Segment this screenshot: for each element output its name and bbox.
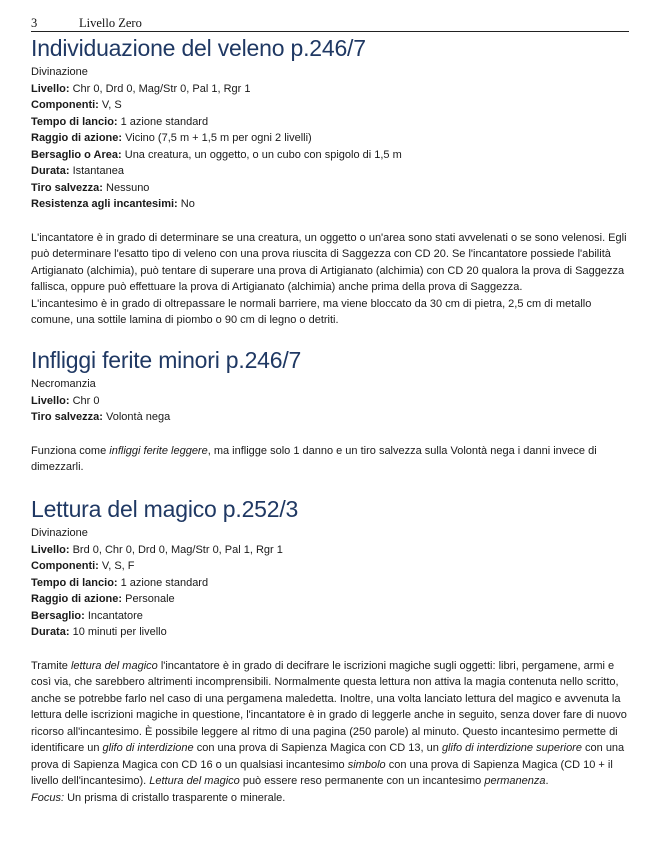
italic-text: simbolo — [347, 758, 386, 771]
stat-line — [31, 163, 629, 180]
stat-line — [31, 575, 629, 592]
stat-label: Bersaglio o Area: — [31, 148, 122, 161]
stat-line — [31, 196, 629, 213]
description-paragraph — [31, 443, 629, 476]
text-run: . — [545, 775, 549, 787]
stat-label: Livello: — [31, 82, 70, 95]
stat-value: Personale — [122, 593, 175, 605]
spell-title: Infliggi ferite minori p.246/7 — [31, 347, 302, 373]
italic-text: glifo di interdizione superiore — [441, 742, 582, 754]
description-paragraph — [31, 296, 629, 329]
page-number: 3 — [31, 16, 38, 30]
stat-line — [31, 393, 629, 410]
spell-section-lettura-magico — [31, 496, 629, 806]
stat-label: Resistenza agli incantesimi: — [31, 198, 178, 210]
spell-school: Necromanzia — [31, 378, 96, 390]
stat-label: Livello: — [31, 543, 70, 556]
stat-label: Tempo di lancio: — [31, 115, 118, 128]
stat-value: V, S — [98, 99, 122, 111]
spell-title: Individuazione del veleno p.246/7 — [31, 35, 366, 61]
stat-value: 1 azione standard — [117, 115, 209, 128]
spell-description — [31, 443, 629, 476]
stat-value: Incantatore — [84, 609, 143, 622]
text-run: , ma infligge solo 1 danno e un tiro salvezza sulla Volontà nega i danni invece di dimezzarli. — [31, 444, 597, 473]
text-run: L'incantatore è in grado di determinare se una creatura, un oggetto o un'area sono stati avvelenati o se sono velenosi. Egli può determinare l'esatto tipo di veleno con una prova riuscita di Saggezza con CD 20. Se l'incantatore possiede l'abilità Artigianato (alchimia), può tentare di superare una prova di Artigianato (alchimia) con CD 20 qualora la prova di Saggezza fallisca, oppure può effettuare la prova di Artigianato (alchimia) anche prima della prova di Saggezza. — [31, 231, 627, 293]
stat-value: Chr 0 — [69, 394, 100, 407]
stat-label: Raggio di azione: — [31, 593, 123, 605]
stat-line — [31, 130, 629, 147]
stat-value: Chr 0, Drd 0, Mag/Str 0, Pal 1, Rgr 1 — [69, 82, 251, 95]
stat-value: No — [177, 198, 195, 210]
stat-value: V, S, F — [98, 560, 135, 572]
italic-text: Lettura del magico — [149, 775, 240, 787]
description-paragraph — [31, 790, 629, 807]
stat-line — [31, 558, 629, 575]
description-paragraph — [31, 230, 629, 296]
italic-text: Focus: — [31, 791, 65, 804]
italic-text: permanenza — [484, 775, 546, 787]
description-paragraph — [31, 658, 629, 790]
spell-stats — [31, 376, 629, 426]
stat-value: Istantanea — [69, 165, 124, 177]
text-run: l'incantatore è in grado di decifrare le iscrizioni magiche sugli oggetti: libri, pergamene, armi e così via, che sarebbero altrimenti incomprensibili. Normalmente questa lettura non attiva la magia contenuta nello scritto, anche se potrebbe farlo nel caso di una pergamena maledetta. Inoltre, una volta lanciato lettura del magico e avvenuta la lettura delle iscrizioni magiche in questione, l'incantatore è in grado di leggerle anche in seguito, senza dover fare di nuovo ricorso all'incantesimo. È possibile leggere al ritmo di una pagina (250 parole) al minuto. Questo incantesimo permette di identificare un — [31, 659, 627, 754]
text-run: con una prova di Sapienza Magica con CD 16 o un qualsiasi incantesimo — [31, 742, 625, 771]
text-run: Tramite — [31, 659, 71, 672]
italic-text: infliggi ferite leggere — [109, 444, 208, 457]
stat-line — [31, 624, 629, 641]
spell-section-infliggi-ferite-minori — [31, 347, 629, 476]
spell-section-individuazione-veleno — [31, 35, 629, 329]
spell-school: Divinazione — [31, 66, 88, 78]
stat-value: Nessuno — [102, 181, 150, 194]
stat-value: Brd 0, Chr 0, Drd 0, Mag/Str 0, Pal 1, Rgr 1 — [69, 543, 283, 556]
text-run: Un prisma di cristallo trasparente o minerale. — [64, 791, 286, 804]
italic-text: lettura del magico — [70, 659, 158, 672]
stat-label: Tempo di lancio: — [31, 576, 118, 589]
text-run: L'incantesimo è in grado di oltrepassare le normali barriere, ma viene bloccato da 30 cm di pietra, 2,5 cm di metallo comune, una sottile lamina di piombo o 90 cm di legno o detriti. — [31, 297, 592, 326]
stat-label: Tiro salvezza: — [31, 181, 103, 194]
stat-line — [31, 97, 629, 114]
stat-value: 1 azione standard — [117, 576, 209, 589]
spell-stats — [31, 64, 629, 213]
text-run: Funziona come — [31, 444, 110, 457]
stat-line — [31, 180, 629, 197]
text-run: con una prova di Sapienza Magica con CD 13, un — [193, 742, 442, 754]
stat-label: Durata: — [31, 165, 70, 177]
stat-label: Livello: — [31, 394, 70, 407]
stat-value: Volontà nega — [102, 411, 171, 423]
stat-line — [31, 542, 629, 559]
spell-title: Lettura del magico p.252/3 — [31, 496, 299, 522]
stat-label: Raggio di azione: — [31, 132, 123, 144]
stat-value: Una creatura, un oggetto, o un cubo con spigolo di 1,5 m — [121, 148, 402, 161]
page-header — [31, 16, 629, 32]
stat-value: Vicino (7,5 m + 1,5 m per ogni 2 livelli) — [122, 132, 312, 144]
spell-school: Divinazione — [31, 527, 88, 539]
stat-label: Bersaglio: — [31, 609, 85, 622]
stat-line — [31, 409, 629, 426]
running-title: Livello Zero — [79, 16, 142, 30]
stat-value: 10 minuti per livello — [69, 626, 167, 638]
italic-text: glifo di interdizione — [102, 742, 194, 754]
spell-description — [31, 230, 629, 329]
stat-line — [31, 591, 629, 608]
stat-line — [31, 81, 629, 98]
spell-description — [31, 658, 629, 807]
text-run: può essere reso permanente con un incantesimo — [239, 775, 485, 787]
stat-label: Durata: — [31, 626, 70, 638]
spell-stats — [31, 525, 629, 641]
text-run: con una prova di Sapienza Magica (CD 10 + il livello dell'incantesimo). — [31, 758, 613, 787]
stat-label: Tiro salvezza: — [31, 411, 103, 423]
stat-line — [31, 114, 629, 131]
stat-line — [31, 608, 629, 625]
stat-label: Componenti: — [31, 99, 99, 111]
stat-line — [31, 147, 629, 164]
stat-label: Componenti: — [31, 560, 99, 572]
